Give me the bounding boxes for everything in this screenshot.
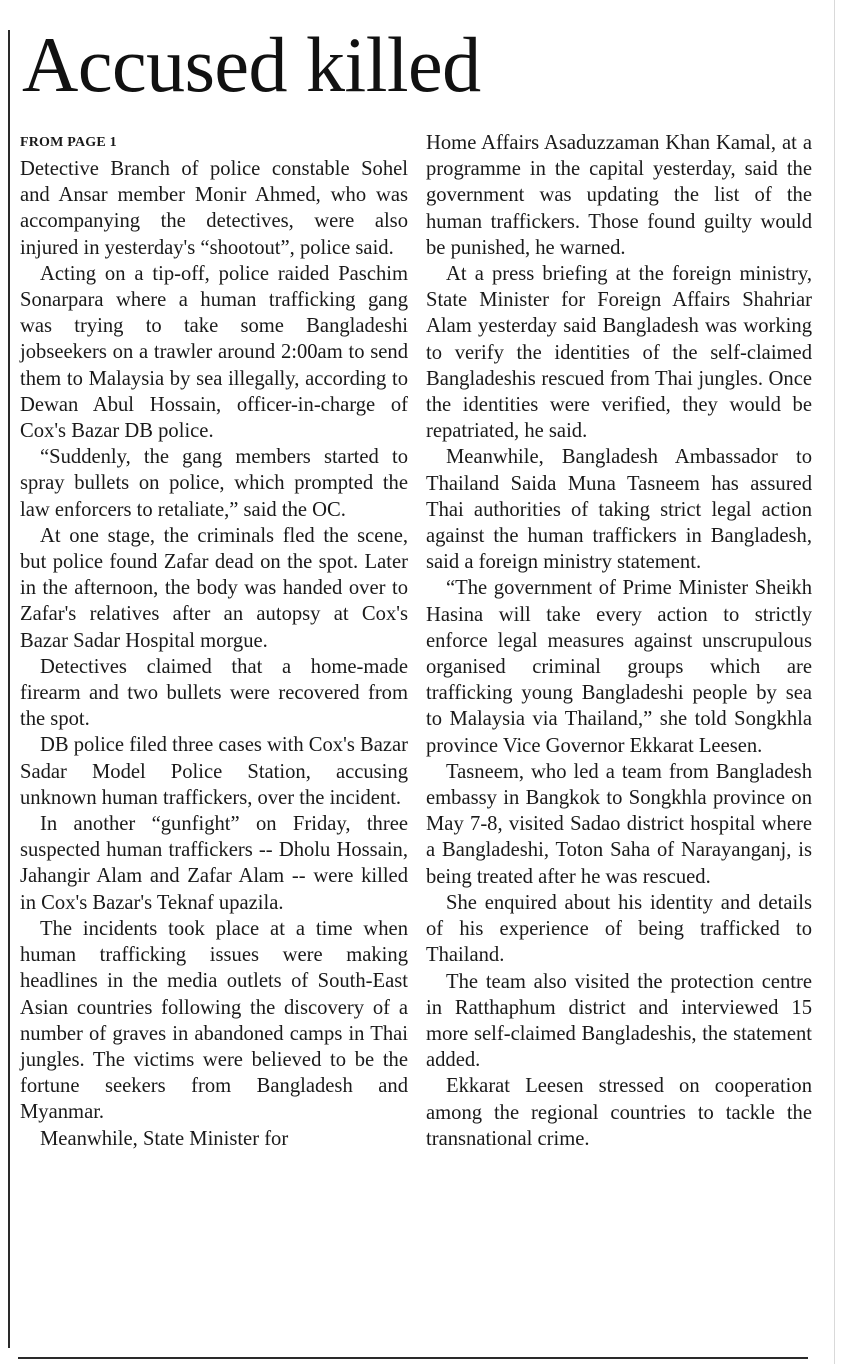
kicker: FROM PAGE 1 bbox=[20, 135, 117, 150]
paragraph: “Suddenly, the gang members started to spray bullets on police, which prompted the law enforcers to retaliate,” said the OC. bbox=[20, 446, 408, 521]
left-column bbox=[20, 130, 408, 1152]
headline: Accused killed bbox=[22, 21, 481, 108]
paragraph: Detectives claimed that a home-made firearm and two bullets were recovered from the spot. bbox=[20, 655, 408, 731]
paragraph: Home Affairs Asaduzzaman Khan Kamal, at a programme in the capital yesterday, said the government was updating the list of the human traffickers. Those found guilty would be punished, he warned. bbox=[426, 132, 812, 259]
paragraph: Ekkarat Leesen stressed on cooperation among the regional countries to tackle the transnational crime. bbox=[426, 1075, 812, 1150]
paragraph: At one stage, the criminals fled the scene, but police found Zafar dead on the spot. Later in the afternoon, the body was handed over to Zafar's relatives after an autopsy at Cox's Bazar Sadar Hospital morgue. bbox=[20, 524, 408, 652]
right-edge-rule bbox=[834, 0, 835, 1364]
paragraph: The team also visited the protection centre in Ratthaphum district and interviewed 15 more self-claimed Bangladeshis, the statement added. bbox=[426, 970, 812, 1072]
paragraph: In another “gunfight” on Friday, three suspected human traffickers -- Dholu Hossain, Jahangir Alam and Zafar Alam -- were killed in Cox's Bazar's Teknaf upazila. bbox=[20, 813, 408, 914]
paragraph: The incidents took place at a time when human trafficking issues were making headlines in the media outlets of South-East Asian countries following the discovery of a number of graves in abandoned camps in Thai jungles. The victims were believed to be the fortune seekers from Bangladesh and Myanmar. bbox=[20, 917, 408, 1124]
paragraph: She enquired about his identity and details of his experience of being trafficked to Thailand. bbox=[426, 891, 812, 967]
paragraph: At a press briefing at the foreign ministry, State Minister for Foreign Affairs Shahriar Alam yesterday said Bangladesh was working to verify the identities of the self-claimed Bangladeshis rescued from Thai jungles. Once the identities were verified, they would be repatriated, he said. bbox=[426, 263, 812, 443]
paragraph: “The government of Prime Minister Sheikh Hasina will take every action to strictly enforce legal measures against unscrupulous organised criminal groups which are trafficking young Bangladeshi people by sea to Malaysia via Thailand,” she told Songkhla province Vice Governor Ekkarat Leesen. bbox=[426, 577, 812, 757]
left-column-rule bbox=[8, 30, 10, 1348]
bottom-rule bbox=[18, 1357, 808, 1359]
paragraph: DB police filed three cases with Cox's Bazar Sadar Model Police Station, accusing unknown human traffickers, over the incident. bbox=[20, 734, 408, 809]
paragraph: Meanwhile, Bangladesh Ambassador to Thailand Saida Muna Tasneem has assured Thai authorities of taking strict legal action against the human traffickers in Bangladesh, said a foreign ministry statement. bbox=[426, 446, 812, 574]
paragraph: Detective Branch of police constable Sohel and Ansar member Monir Ahmed, who was accompanying the detectives, were also injured in yesterday's “shootout”, police said. bbox=[20, 158, 408, 259]
paragraph: Acting on a tip-off, police raided Paschim Sonarpara where a human trafficking gang was trying to take some Bangladeshi jobseekers on a trawler around 2:00am to send them to Malaysia by sea illegally, according to Dewan Abul Hossain, officer-in-charge of Cox's Bazar DB police. bbox=[20, 262, 408, 443]
paragraph: Tasneem, who led a team from Bangladesh embassy in Bangkok to Songkhla province on May 7-8, visited Sadao district hospital where a Bangladeshi, Toton Saha of Narayanganj, is being treated after he was rescued. bbox=[426, 760, 812, 888]
paragraph: Meanwhile, State Minister for bbox=[40, 1127, 289, 1150]
right-column bbox=[426, 130, 812, 1152]
